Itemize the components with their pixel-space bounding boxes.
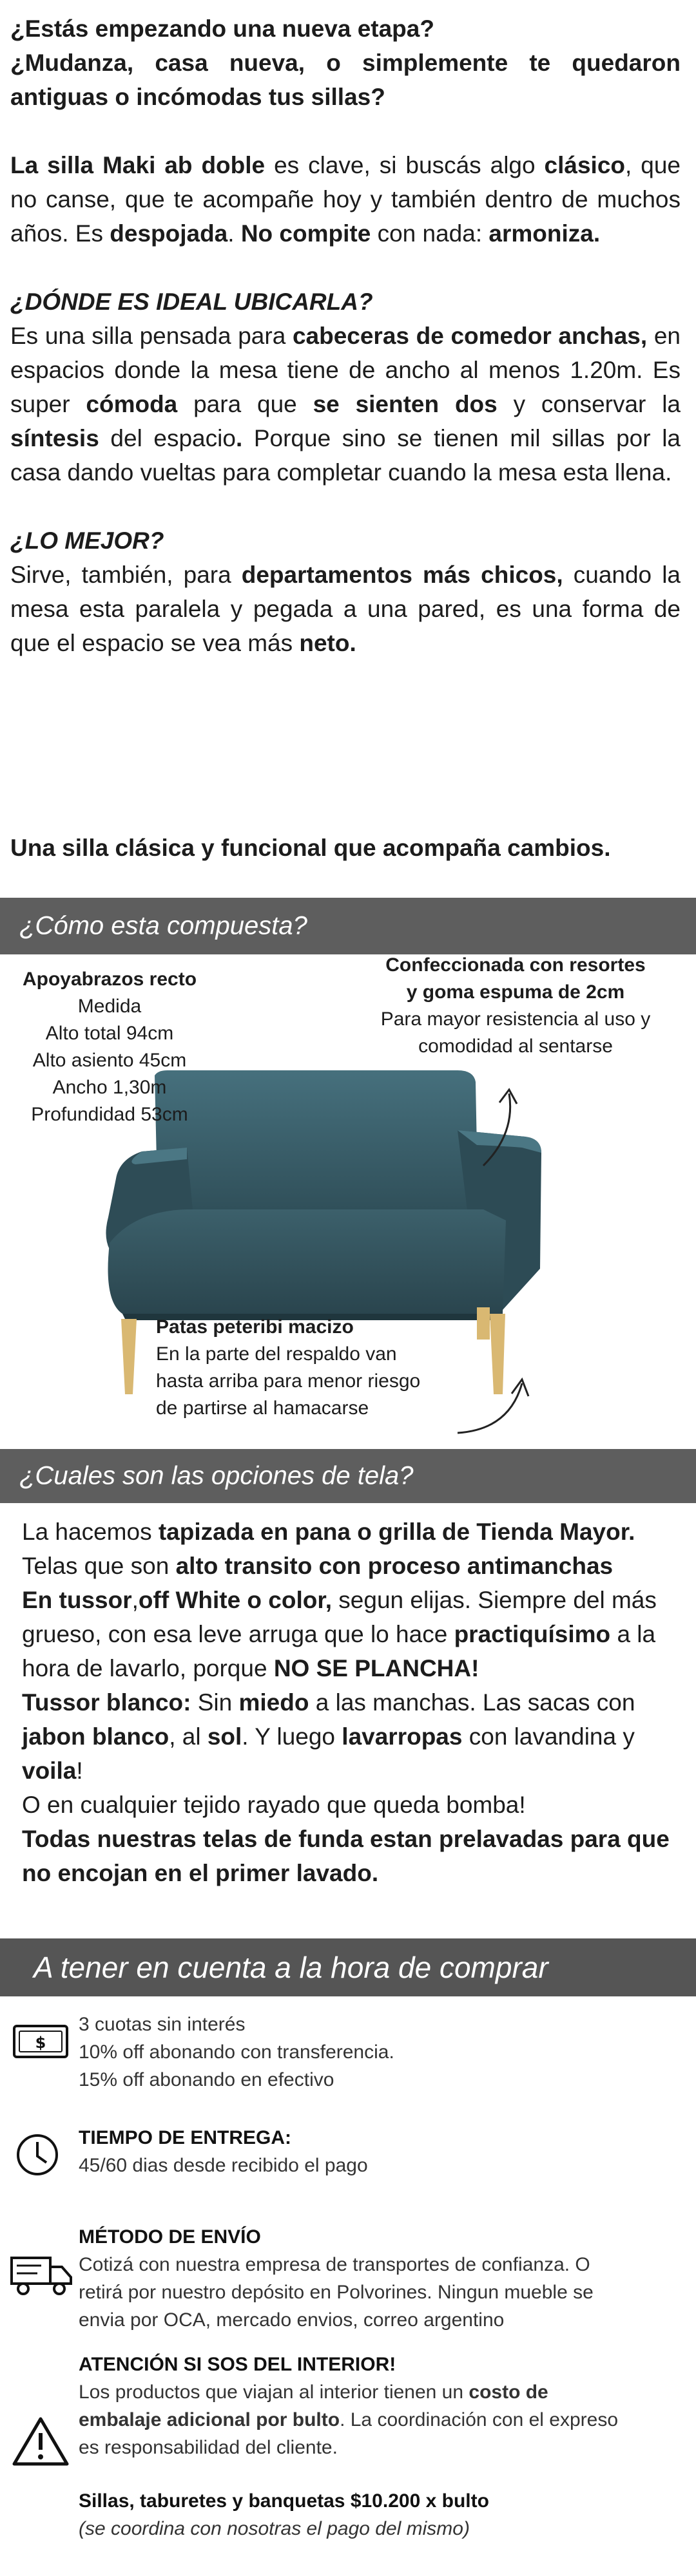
chair-seat: [108, 1209, 507, 1314]
shipping-title: MÉTODO DE ENVÍO: [79, 2226, 261, 2248]
fabric-band-title: ¿Cuales son las opciones de tela?: [19, 1461, 414, 1490]
front-leg-left: [121, 1319, 137, 1394]
interior-text-1: Los productos que viajan al interior tienen un costo de: [79, 2382, 548, 2403]
money-icon: [12, 2022, 70, 2061]
legs-title: Patas peteribi macizo: [156, 1316, 354, 1338]
composition-band: [0, 898, 696, 954]
payment-info: [79, 2011, 394, 2094]
measure-height: Alto total 94cm: [45, 1023, 174, 1044]
warning-icon: [12, 2415, 70, 2467]
fabric-line-6: Todas nuestras telas de funda estan prelavadas para que no encojan en el primer lavado.: [22, 1826, 670, 1886]
price-line: Sillas, taburetes y banquetas $10.200 x bulto: [79, 2490, 489, 2512]
purchase-band: [0, 1938, 696, 1996]
springs-title-2: y goma espuma de 2cm: [406, 981, 625, 1003]
springs-text-1: Para mayor resistencia al uso y: [380, 1009, 651, 1030]
payment-1: 3 cuotas sin interés: [79, 2014, 246, 2035]
fabric-line-1: La hacemos tapizada en pana o grilla de Tienda Mayor.: [22, 1519, 635, 1545]
tagline: Una silla clásica y funcional que acompaña cambios.: [10, 835, 611, 861]
fabric-band: [0, 1449, 696, 1503]
delivery-title: TIEMPO DE ENTREGA:: [79, 2127, 292, 2148]
intro-section: [10, 12, 681, 660]
interior-title: ATENCIÓN SI SOS DEL INTERIOR!: [79, 2354, 396, 2375]
interior-text-2: embalaje adicional por bulto. La coordinación con el expreso: [79, 2409, 619, 2430]
intro-paragraph-3: Sirve, también, para departamentos más chicos, cuando la mesa esta paralela y pegada a una pared, es una forma de que el espacio se vea más neto.: [10, 562, 681, 656]
legs-text-2: hasta arriba para menor riesgo: [156, 1370, 421, 1392]
delivery-text: 45/60 dias desde recibido el pago: [79, 2155, 368, 2176]
fabric-line-3: En tussor,off White o color, segun elijas. Siempre del más grueso, con esa leve arruga que lo hace practiquísimo a la hora de lavarlo, porque NO SE PLANCHA!: [22, 1587, 657, 1681]
shipping-text-1: Cotizá con nuestra empresa de transportes de confianza. O: [79, 2254, 590, 2275]
arms-title: Apoyabrazos recto: [22, 969, 197, 990]
purchase-band-title: A tener en cuenta a la hora de comprar: [34, 1951, 548, 1984]
measure-depth: Profundidad 53cm: [31, 1104, 188, 1125]
legs-text-3: de partirse al hamacarse: [156, 1397, 369, 1419]
best-heading: ¿LO MEJOR?: [10, 527, 164, 554]
truck-icon: [9, 2253, 73, 2298]
shipping-info: [79, 2223, 594, 2334]
legs-spec: [156, 1314, 459, 1422]
measures-title: Medida: [77, 996, 142, 1017]
intro-question-2: ¿Mudanza, casa nueva, o simplemente te quedaron antiguas o incómodas tus sillas?: [10, 50, 681, 110]
intro-paragraph-2: Es una silla pensada para cabeceras de comedor anchas, en espacios donde la mesa tiene de ancho al menos 1.20m. Es super cómoda para que se sienten dos y conservar la síntesis del espacio. Porque sino se tienen mil sillas por la casa dando vueltas para completar cuando la mesa esta llena.: [10, 323, 681, 486]
arrow-curve-icon: [451, 1372, 541, 1443]
fabric-line-5: O en cualquier tejido rayado que queda bomba!: [22, 1792, 526, 1818]
clock-icon: [14, 2132, 61, 2178]
intro-paragraph-1: La silla Maki ab doble es clave, si buscás algo clásico, que no canse, que te acompañe hoy y también dentro de muchos años. Es despojada. No compite con nada: armoniza.: [10, 152, 681, 247]
intro-question-1: ¿Estás empezando una nueva etapa?: [10, 15, 434, 42]
legs-text-1: En la parte del respaldo van: [156, 1343, 397, 1365]
arrow-up-icon: [470, 1082, 548, 1172]
fabric-line-4: Tussor blanco: Sin miedo a las manchas. Las sacas con jabon blanco, al sol. Y luego lavarropas con lavandina y voila!: [22, 1689, 635, 1784]
springs-title-1: Confeccionada con resortes: [385, 954, 646, 976]
springs-text-2: comodidad al sentarse: [418, 1036, 613, 1057]
svg-text:$: $: [35, 2034, 46, 2052]
interior-info: [79, 2351, 618, 2543]
arms-spec: [6, 966, 213, 1128]
composition-band-title: ¿Cómo esta compuesta?: [19, 911, 307, 940]
shipping-text-2: retirá por nuestro depósito en Polvorines. Ningun mueble se: [79, 2282, 594, 2303]
ideal-place-heading: ¿DÓNDE ES IDEAL UBICARLA?: [10, 289, 373, 315]
measure-seat-height: Alto asiento 45cm: [32, 1050, 187, 1071]
payment-3: 15% off abonando en efectivo: [79, 2069, 334, 2090]
price-note: (se coordina con nosotras el pago del mismo): [79, 2518, 470, 2539]
springs-spec: [348, 952, 683, 1060]
fabric-section: [22, 1515, 673, 1890]
fabric-line-2: Telas que son alto transito con proceso antimanchas: [22, 1553, 614, 1579]
shipping-text-3: envia por OCA, mercado envios, correo argentino: [79, 2309, 505, 2331]
measure-width: Ancho 1,30m: [52, 1077, 167, 1098]
delivery-info: [79, 2124, 368, 2179]
payment-2: 10% off abonando con transferencia.: [79, 2041, 394, 2063]
interior-text-3: es responsabilidad del cliente.: [79, 2437, 338, 2458]
